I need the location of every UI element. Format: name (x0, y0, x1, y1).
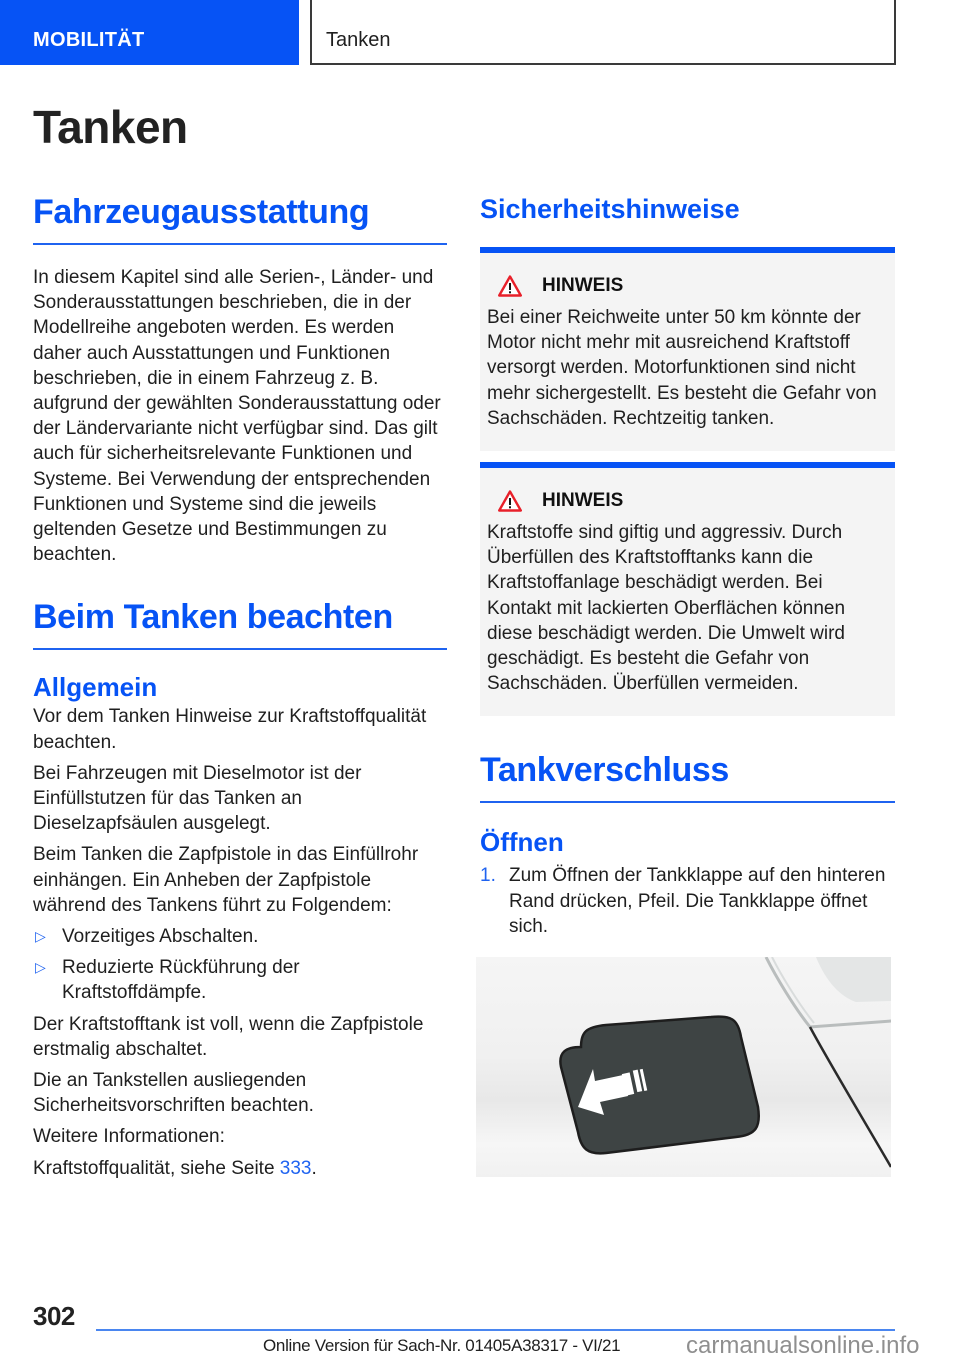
paragraph-weitere-info: Weitere Informationen: (33, 1126, 225, 1148)
paragraph-fahrzeugausstattung: In diesem Kapitel sind alle Serien-, Länder- und Sonderausstattungen beschrieben, die in der Modellreihe angeboten werden. Es werden daher auch Ausstattungen und Funktionen beschrieben, die in einem Fahrzeug z. B. aufgrund der gewählten Sonderausstattung oder der Ländervariante nicht verfügbar sind. Das gilt auch für sicherheitsrelevante Funktionen und Systeme. Bei Verwendung der entsprechenden Funktionen und Systeme sind die jeweils geltenden Gesetze und Bestimmungen zu beachten. (33, 267, 441, 566)
notice-text: Kraftstoffe sind giftig und aggressiv. Durch Überfüllen des Kraftstofftanks kann die Kraftstoffanlage beschädigt werden. Bei Kontakt mit lackierten Oberflächen können diese beschädigt werden. Die Umwelt wird geschädigt. Es besteht die Gefahr von Sachschäden. Überfüllen vermeiden. (487, 522, 846, 695)
warning-triangle-icon (498, 490, 522, 512)
notice-text: Bei einer Reichweite unter 50 km könnte der Motor nicht mehr mit ausreichend Kraftstoff versorgt werden. Motorfunktionen sind nicht mehr sichergestellt. Es besteht die Gefahr von Sachschäden. Rechtzeitig tanken. (487, 307, 877, 429)
section-tab (310, 0, 896, 65)
triangle-bullet-icon: ▷ (35, 959, 46, 976)
heading-sicherheitshinweise: Sicherheitshinweise (480, 194, 740, 224)
subheading-allgemein: Allgemein (33, 672, 158, 703)
warning-triangle-icon (498, 275, 522, 297)
bullet-list (33, 924, 447, 1006)
fuel-flap-figure (476, 957, 891, 1177)
paragraph-reference (33, 1156, 447, 1181)
paragraph-diesel: Bei Fahrzeugen mit Dieselmotor ist der Einfüllstutzen für das Tanken an Dieselzapfsäulen ausgelegt. (33, 762, 362, 835)
left-column (33, 190, 447, 1181)
paragraph-sicherheitsvorschriften: Die an Tankstellen ausliegenden Sicherheitsvorschriften beachten. (33, 1070, 314, 1117)
section-label: Tanken (326, 29, 391, 51)
page-title: Tanken (33, 101, 188, 153)
notice-header (487, 271, 887, 301)
paragraph-zapfpistole: Beim Tanken die Zapfpistole in das Einfüllrohr einhängen. Ein Anheben der Zapfpistole während des Tankens führt zu Folgendem: (33, 844, 419, 916)
list-item-text: Vorzeitiges Abschalten. (62, 926, 259, 948)
reference-text: Kraftstoffqualität, siehe Seite (33, 1157, 280, 1179)
step-number: 1. (480, 865, 496, 887)
heading-tankverschluss: Tankverschluss (480, 748, 895, 803)
list-item (33, 924, 447, 949)
heading-beim-tanken: Beim Tanken beachten (33, 595, 447, 650)
notice-box (480, 247, 895, 451)
step-item (480, 863, 895, 939)
step-text: Zum Öffnen der Tankklappe auf den hinteren Rand drücken, Pfeil. Die Tankklappe öffnet sich. (509, 865, 886, 937)
page-number: 302 (33, 1301, 75, 1331)
notice-box (480, 462, 895, 716)
reference-end: . (311, 1157, 317, 1179)
step-list (480, 863, 895, 939)
footer-version-text: Online Version für Sach-Nr. 01405A38317 - VI/21 (263, 1336, 621, 1355)
footer-divider (96, 1329, 895, 1331)
page-link-333[interactable]: 333 (279, 1157, 312, 1179)
watermark: carmanualsonline.info (686, 1332, 920, 1359)
chapter-tab (0, 0, 299, 65)
notice-title: HINWEIS (542, 490, 624, 512)
right-column (480, 190, 895, 1177)
list-item (33, 955, 447, 1005)
list-item-text: Reduzierte Rückführung der Kraftstoffdämpfe. (62, 957, 300, 1004)
fuel-flap-illustration (476, 957, 891, 1177)
paragraph-tank-voll: Der Kraftstofftank ist voll, wenn die Zapfpistole erstmalig abschaltet. (33, 1013, 424, 1060)
subheading-oeffnen: Öffnen (480, 827, 564, 858)
triangle-bullet-icon: ▷ (35, 928, 46, 945)
chapter-label: MOBILITÄT (33, 29, 145, 51)
notice-title: HINWEIS (542, 275, 624, 296)
paragraph-hinweise: Vor dem Tanken Hinweise zur Kraftstoffqualität beachten. (33, 706, 427, 753)
notice-header (487, 486, 887, 516)
heading-fahrzeugausstattung: Fahrzeugausstattung (33, 190, 447, 245)
